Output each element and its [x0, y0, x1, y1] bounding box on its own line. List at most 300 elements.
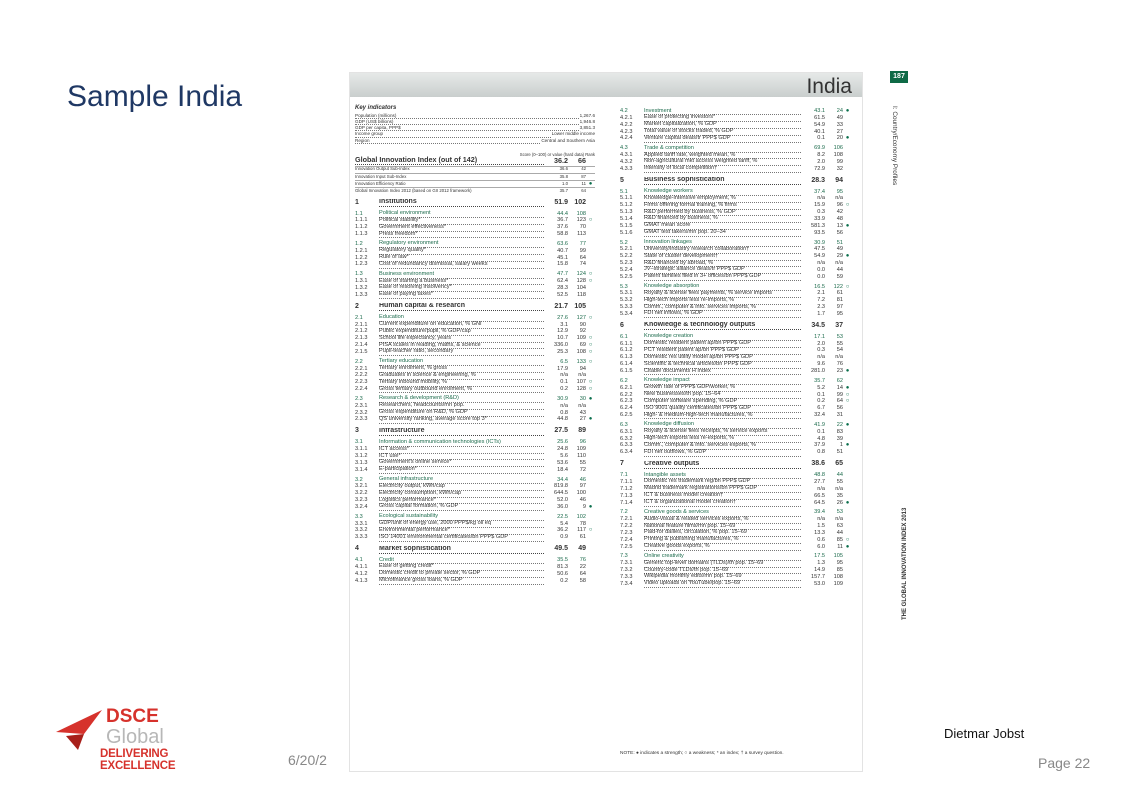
- indicator-label: National feature films/mn pop. 15–69: [644, 523, 801, 531]
- indicator-score: 93.5: [814, 229, 825, 236]
- pillar-row: [620, 460, 852, 469]
- indicator-rank: 51: [836, 239, 843, 246]
- key-indicator-label: GDP (US$ billions): [355, 119, 579, 125]
- indicator-score: 14.9: [814, 567, 825, 574]
- indicator-score: 30.9: [557, 395, 568, 402]
- indicator-rank: 124: [576, 271, 586, 278]
- indicator-label: Ease of starting a business*: [379, 278, 544, 286]
- indicator-rank: 76: [836, 361, 843, 368]
- key-indicator-value: 1,946.8: [579, 119, 595, 125]
- indicator-code: 4.2.2: [620, 121, 633, 128]
- indicator-rank: 108: [576, 210, 586, 217]
- indicator-code: 6.1.2: [620, 347, 633, 354]
- indicator-code: 4.2.3: [620, 128, 633, 135]
- indicator-rank: 58: [579, 577, 586, 584]
- indicator-code: 5.2.4: [620, 266, 633, 273]
- indicator-label: Ease of getting credit*: [379, 563, 544, 571]
- indicator-rank: 110: [577, 453, 586, 459]
- indicator-rank: 105: [833, 553, 843, 560]
- indicator-row: [620, 135, 852, 142]
- indicator-rank: 49: [836, 114, 843, 121]
- indicator-score: 157.7: [811, 573, 825, 580]
- indicator-rank: 9: [582, 503, 586, 510]
- indicator-code: 6.2.3: [620, 398, 633, 405]
- indicator-rank: 24: [836, 108, 843, 114]
- indicator-rank: 109: [576, 446, 586, 453]
- indicator-rank: 69: [579, 342, 586, 349]
- indicator-score: 24.8: [557, 446, 568, 453]
- indicator-code: 6.1.5: [620, 368, 633, 374]
- indicator-code: 5.1.2: [620, 202, 633, 209]
- logo-wordmark: DSCE: [106, 706, 159, 727]
- indicator-code: 3.2.2: [355, 490, 368, 497]
- indicator-code: 3.3.3: [355, 534, 368, 541]
- indicator-rank: 64: [579, 570, 586, 577]
- gii-label: Global Innovation Index (out of 142): [355, 157, 544, 165]
- indicator-label: Logistics performance*: [379, 497, 544, 505]
- indicator-rank: 127: [576, 314, 586, 321]
- indicator-label: School life expectancy, years: [379, 335, 544, 343]
- gii-rank: 66: [578, 155, 586, 165]
- indicator-label: Infrastructure: [379, 428, 544, 436]
- indicator-score: 2.0: [817, 340, 825, 347]
- indicator-code: 5.2.1: [620, 246, 633, 253]
- indicator-rank: 78: [579, 520, 586, 527]
- indicator-score: 0.3: [817, 209, 825, 216]
- indicator-code: 3.3: [355, 513, 363, 520]
- indicator-label: Tertiary inbound mobility, %: [379, 379, 544, 387]
- pillar-row: [355, 303, 595, 312]
- indicator-rank: n/a: [835, 260, 843, 267]
- pillar-row: [620, 322, 852, 331]
- subindex-label: Innovation Efficiency Ratio: [355, 180, 406, 186]
- indicator-rank: 85: [836, 536, 843, 543]
- indicator-label: Environmental performance*: [379, 527, 544, 535]
- indicator-score: 0.1: [817, 391, 825, 398]
- indicator-code: 2.2: [355, 358, 363, 365]
- indicator-code: 4.1.2: [355, 570, 368, 577]
- indicator-rank: 102: [574, 198, 586, 206]
- profile-left-column: [355, 105, 595, 585]
- indicator-row: [620, 311, 852, 318]
- indicator-code: 3.1: [355, 439, 363, 446]
- indicator-score: 4.8: [817, 435, 825, 442]
- indicator-label: QS university ranking, average score top 3*: [379, 416, 544, 424]
- indicator-rank: 51: [836, 449, 843, 456]
- indicator-row: [620, 544, 852, 551]
- indicator-score: n/a: [560, 372, 568, 379]
- indicator-label: Scientific & technical articles/bn PPP$ GDP: [644, 361, 801, 369]
- strength-icon: ●: [845, 108, 850, 114]
- indicator-label: Tertiary education: [379, 358, 544, 366]
- indicator-label: JV–strategic alliance deals/tr PPP$ GDP: [644, 266, 801, 274]
- indicator-code: 5.2.2: [620, 253, 633, 260]
- indicator-score: 0.1: [817, 428, 825, 435]
- indicator-score: 37.9: [814, 442, 825, 449]
- logo-sub: Global: [106, 726, 164, 748]
- indicator-code: 1.3.1: [355, 278, 368, 285]
- indicator-label: University/industry research collaboration†: [644, 246, 801, 254]
- indicator-label: Growth rate of PPP$ GDP/worker, %: [644, 384, 801, 392]
- indicator-row: [355, 292, 595, 299]
- indicator-label: Gross tertiary outbound enrolment, %: [379, 386, 544, 394]
- dsce-logo: [56, 706, 246, 772]
- indicator-code: 6.1: [620, 333, 628, 340]
- subindex-row: [355, 173, 595, 180]
- indicator-label: Domestic res trademark reg/bn PPP$ GDP: [644, 478, 801, 486]
- weakness-icon: ○: [588, 278, 593, 285]
- indicator-score: 48.8: [814, 472, 825, 479]
- indicator-score: 53.0: [814, 580, 825, 587]
- strength-icon: ●: [845, 384, 850, 391]
- indicator-code: 7.1.2: [620, 485, 633, 492]
- indicator-code: 7: [620, 460, 624, 468]
- indicator-label: Regulatory quality*: [379, 247, 544, 255]
- indicator-rank: 53: [836, 333, 843, 340]
- indicator-row: [620, 368, 852, 375]
- indicator-label: Political stability*: [379, 217, 544, 225]
- indicator-label: High- & medium-high-tech manufactures, %: [644, 412, 801, 420]
- page-number-footer: [1038, 755, 1090, 771]
- subindex-rank: 11: [581, 180, 586, 186]
- indicator-label: Ease of protecting investors*: [644, 114, 801, 122]
- weakness-icon: ○: [588, 379, 593, 386]
- strength-icon: ●: [588, 416, 593, 423]
- page-number: 22: [1074, 755, 1091, 771]
- indicator-score: 6.0: [817, 543, 825, 550]
- indicator-label: Cost of redundancy dismissal, salary weeks: [379, 261, 544, 269]
- indicator-rank: 11: [837, 543, 843, 550]
- indicator-score: 0.3: [817, 347, 825, 354]
- strength-icon: ●: [588, 395, 593, 402]
- indicator-score: 2.1: [817, 290, 825, 297]
- indicator-row: [355, 467, 595, 474]
- indicator-code: 2.3.2: [355, 409, 368, 416]
- indicator-score: n/a: [817, 354, 825, 361]
- indicator-label: Wikipedia monthly edits/mn pop. 15–69: [644, 573, 801, 581]
- indicator-code: 5.1.1: [620, 195, 633, 202]
- indicator-label: Trade & competition: [644, 145, 801, 153]
- indicator-code: 7.2.3: [620, 529, 633, 536]
- indicator-score: 28.3: [811, 176, 825, 184]
- indicator-score: 2.3: [817, 304, 825, 311]
- indicator-rank: 22: [836, 421, 843, 428]
- indicator-score: 63.6: [557, 240, 568, 247]
- indicator-score: 0.2: [817, 398, 825, 405]
- indicator-rank: 37: [835, 321, 843, 329]
- indicator-code: 2.2.1: [355, 365, 368, 372]
- indicator-rank: 56: [836, 229, 843, 236]
- subindex-row: [355, 166, 595, 173]
- indicator-score: 9.6: [817, 361, 825, 368]
- indicator-code: 6.1.1: [620, 340, 633, 347]
- indicator-score: 36.7: [557, 217, 568, 224]
- indicator-rank: 85: [836, 567, 843, 574]
- indicator-rank: 105: [574, 302, 586, 310]
- indicator-rank: 32: [836, 165, 843, 172]
- indicator-row: [620, 449, 852, 456]
- indicator-score: 22.5: [557, 513, 568, 520]
- indicator-score: 30.9: [814, 239, 825, 246]
- indicator-label: PCT resident patent ap/bn PPP$ GDP: [644, 347, 801, 355]
- indicator-label: Research & development (R&D): [379, 395, 544, 403]
- indicator-score: 33.9: [814, 215, 825, 222]
- indicator-rank: 77: [579, 240, 586, 247]
- indicator-score: 8.2: [817, 152, 825, 159]
- indicator-label: Ease of resolving insolvency*: [379, 284, 544, 292]
- indicator-code: 3: [355, 427, 359, 435]
- strength-icon: ●: [588, 180, 593, 187]
- indicator-rank: 65: [835, 460, 843, 468]
- indicator-row: [355, 416, 595, 423]
- indicator-label: Madrid trademark registrations/bn PPP$ GDP: [644, 485, 801, 493]
- indicator-score: 0.6: [817, 536, 825, 543]
- indicator-label: Researchers, headcounts/mn pop.: [379, 402, 544, 410]
- indicator-code: 2.2.4: [355, 386, 368, 393]
- indicator-score: 37.4: [814, 188, 825, 195]
- indicator-label: ICT & organizational model creation†: [644, 499, 801, 507]
- indicator-rank: 49: [836, 246, 843, 253]
- indicator-label: Press freedom*: [379, 231, 544, 239]
- key-indicators-title: Key indicators: [355, 105, 397, 111]
- indicator-label: Graduates in science & engineering, %: [379, 372, 544, 380]
- indicator-label: Creative goods & services: [644, 509, 801, 517]
- indicator-code: 5.2: [620, 239, 628, 246]
- indicator-score: 34.4: [557, 476, 568, 483]
- indicator-rank: 22: [579, 563, 586, 570]
- indicator-rank: 74: [579, 261, 586, 268]
- indicator-row: [355, 578, 595, 585]
- indicator-rank: 83: [836, 428, 843, 435]
- indicator-code: 2: [355, 302, 359, 310]
- indicator-rank: 64: [836, 398, 843, 405]
- indicator-label: Business sophistication: [644, 177, 801, 185]
- indicator-rank: 128: [576, 278, 586, 285]
- indicator-label: Information & communication technologies (ICTs): [379, 439, 544, 447]
- indicator-code: 1.3.3: [355, 291, 368, 298]
- indicator-code: 5.3: [620, 283, 628, 290]
- indicator-code: 2.1.4: [355, 342, 368, 349]
- indicator-rank: 81: [836, 297, 843, 304]
- indicator-code: 6.1.3: [620, 354, 633, 361]
- indicator-code: 6: [620, 321, 624, 329]
- key-indicator-value: 1,267.6: [579, 112, 595, 118]
- indicator-code: 6.2.2: [620, 391, 633, 398]
- indicator-code: 1.3.2: [355, 284, 368, 291]
- indicator-score: 0.2: [560, 386, 568, 393]
- subindex-label: Innovation Output Sub-Index: [355, 166, 410, 172]
- indicator-rank: 29: [836, 253, 843, 260]
- indicator-score: 32.4: [814, 412, 825, 419]
- indicator-rank: 31: [836, 412, 843, 419]
- indicator-rank: 95: [836, 310, 843, 317]
- indicator-code: 2.1.3: [355, 335, 368, 342]
- indicator-score: 38.6: [811, 460, 825, 468]
- indicator-rank: 106: [833, 145, 843, 152]
- indicator-label: Public expenditure/pupil, % GDP/cap: [379, 328, 544, 336]
- indicator-score: n/a: [817, 485, 825, 492]
- indicator-score: 52.5: [557, 291, 568, 298]
- indicator-score: 0.9: [560, 534, 568, 541]
- profile-header-band: [350, 73, 862, 97]
- indicator-rank: 43: [579, 409, 586, 416]
- indicator-code: 6.2: [620, 377, 628, 384]
- indicator-score: 1.7: [817, 310, 825, 317]
- indicator-code: 6.2.1: [620, 384, 633, 391]
- indicator-score: 25.6: [557, 439, 568, 446]
- indicator-score: 10.7: [557, 335, 568, 342]
- indicator-rank: 48: [836, 215, 843, 222]
- indicator-code: 7.2.1: [620, 516, 633, 523]
- indicator-score: 43.1: [814, 108, 825, 114]
- indicator-rank: 118: [577, 291, 586, 298]
- indicator-code: 4.3.1: [620, 152, 633, 159]
- indicator-label: ISO 9001 quality certificates/bn PPP$ GDP: [644, 405, 801, 413]
- indicator-label: Printing & publishing manufactures, %: [644, 536, 801, 544]
- indicator-code: 4.3: [620, 145, 628, 152]
- indicator-rank: 20: [836, 135, 843, 142]
- indicator-label: Market sophistication: [379, 546, 544, 554]
- indicator-label: Current expenditure on education, % GNI: [379, 321, 544, 329]
- indicator-label: Gross capital formation, % GDP: [379, 503, 544, 511]
- indicator-label: High-tech exports less re-exports, %: [644, 435, 801, 443]
- indicator-code: 4.2: [620, 108, 628, 114]
- weakness-icon: ○: [845, 536, 850, 543]
- indicator-label: ICT use*: [379, 453, 544, 461]
- indicator-code: 1.1: [355, 210, 363, 217]
- indicator-label: Patent families filed in 3+ offices/bn PPP$ GDP: [644, 273, 801, 281]
- indicator-code: 5.1.3: [620, 209, 633, 216]
- indicator-row: [620, 500, 852, 507]
- key-indicator-label: Region: [355, 138, 540, 144]
- indicator-label: Paid-for dailies, circulation, % pop. 15–69: [644, 529, 801, 537]
- indicator-score: 47.7: [557, 271, 568, 278]
- indicator-row: [355, 261, 595, 268]
- indicator-code: 1.2.3: [355, 261, 368, 268]
- indicator-score: 28.3: [557, 284, 568, 291]
- indicator-row: [620, 230, 852, 237]
- indicator-rank: 99: [836, 391, 843, 398]
- indicator-label: Creative outputs: [644, 461, 801, 469]
- indicator-label: Political environment: [379, 210, 544, 218]
- indicator-label: Government's online service*: [379, 459, 544, 467]
- country-name: India: [806, 75, 852, 98]
- weakness-icon: ○: [845, 391, 850, 398]
- indicator-code: 1.1.2: [355, 224, 368, 231]
- indicator-score: 3.1: [560, 321, 568, 328]
- indicator-rank: 104: [576, 284, 586, 291]
- indicator-rank: 14: [836, 384, 843, 391]
- weakness-icon: ○: [588, 527, 593, 534]
- indicator-score: 0.1: [817, 135, 825, 142]
- indicator-score: 54.9: [814, 121, 825, 128]
- indicator-row: [355, 349, 595, 356]
- indicator-code: 4.2.1: [620, 114, 633, 121]
- indicator-label: ICT & business model creation†: [644, 492, 801, 500]
- indicator-label: Knowledge & technology outputs: [644, 322, 801, 330]
- indicator-rank: 90: [579, 321, 586, 328]
- slide-title: Sample India: [67, 80, 243, 113]
- indicator-rank: 113: [577, 231, 586, 238]
- indicator-code: 5.1.6: [620, 229, 633, 236]
- indicator-code: 3.2.3: [355, 497, 368, 504]
- gii-summary-row: [355, 157, 595, 166]
- indicator-code: 3.1.2: [355, 453, 368, 459]
- key-indicator-label: Income group: [355, 131, 551, 137]
- indicator-score: 0.1: [560, 379, 568, 386]
- indicator-label: PISA scales in reading, maths, & science: [379, 342, 544, 350]
- indicator-code: 6.3.3: [620, 442, 633, 449]
- indicator-label: Online creativity: [644, 553, 801, 561]
- indicator-code: 6.3.2: [620, 435, 633, 442]
- indicator-code: 5.1.4: [620, 215, 633, 222]
- subindex-rank: 87: [581, 173, 586, 179]
- indicator-label: Electricity output, kWh/cap: [379, 483, 544, 491]
- subindex-row: [355, 180, 595, 187]
- weakness-icon: ○: [845, 283, 850, 290]
- indicator-label: Innovation linkages: [644, 239, 801, 247]
- indicator-score: 25.3: [557, 348, 568, 355]
- indicator-code: 2.2.2: [355, 372, 368, 379]
- indicator-score: 52.0: [557, 497, 568, 504]
- indicator-label: Non-agricultural mkt access weighted tariff, %: [644, 158, 801, 166]
- indicator-code: 3.1.3: [355, 459, 368, 466]
- indicator-code: 6.2.4: [620, 405, 633, 412]
- indicator-rank: 70: [579, 224, 586, 231]
- indicator-row: [355, 534, 595, 541]
- indicator-rank: 44: [836, 472, 843, 479]
- indicator-rank: 30: [579, 395, 586, 402]
- indicator-label: Credit: [379, 557, 544, 565]
- indicator-label: State of cluster development†: [644, 253, 801, 261]
- indicator-score: 62.4: [557, 278, 568, 285]
- indicator-label: Knowledge-intensive employment, %: [644, 195, 801, 203]
- indicator-label: Market capitalization, % GDP: [644, 121, 801, 129]
- indicator-rank: 61: [579, 534, 586, 541]
- indicator-label: High-tech imports less re-imports, %: [644, 297, 801, 305]
- indicator-label: Institutions: [379, 199, 544, 207]
- subindex-label: Global Innovation Index 2012 (based on GII 2012 framework): [355, 188, 472, 194]
- indicator-code: 2.3: [355, 395, 363, 402]
- indicator-score: 64.5: [814, 499, 825, 506]
- indicator-label: Total value of stocks traded, % GDP: [644, 128, 801, 136]
- indicator-code: 2.1: [355, 314, 363, 321]
- indicator-label: Computer software spending, % GDP: [644, 398, 801, 406]
- indicator-rank: 33: [836, 121, 843, 128]
- strength-icon: ●: [845, 368, 850, 374]
- indicator-code: 3.2: [355, 476, 363, 483]
- indicator-label: FDI net outflows, % GDP: [644, 449, 801, 457]
- indicator-label: R&D financed by abroad, %: [644, 260, 801, 268]
- indicator-label: Knowledge workers: [644, 188, 801, 196]
- indicator-rank: 49: [578, 545, 586, 553]
- indicator-rank: 23: [836, 368, 843, 374]
- indicator-code: 1.1.3: [355, 231, 368, 238]
- indicator-code: 2.1.1: [355, 321, 368, 328]
- indicator-code: 2.3.1: [355, 402, 368, 409]
- indicator-score: 13.3: [814, 529, 825, 536]
- key-indicator-row: [355, 138, 595, 144]
- key-indicator-value: 3,851.3: [579, 125, 595, 131]
- indicator-label: Government effectiveness*: [379, 224, 544, 232]
- indicator-code: 3.1.1: [355, 446, 368, 453]
- indicator-label: New businesses/th pop. 15–64: [644, 391, 801, 399]
- indicator-code: 1.2.1: [355, 247, 368, 254]
- indicator-row: [355, 504, 595, 511]
- indicator-code: 5.1.5: [620, 222, 633, 229]
- indicator-score: 5.4: [560, 520, 568, 527]
- indicator-label: FDI net inflows, % GDP: [644, 310, 801, 318]
